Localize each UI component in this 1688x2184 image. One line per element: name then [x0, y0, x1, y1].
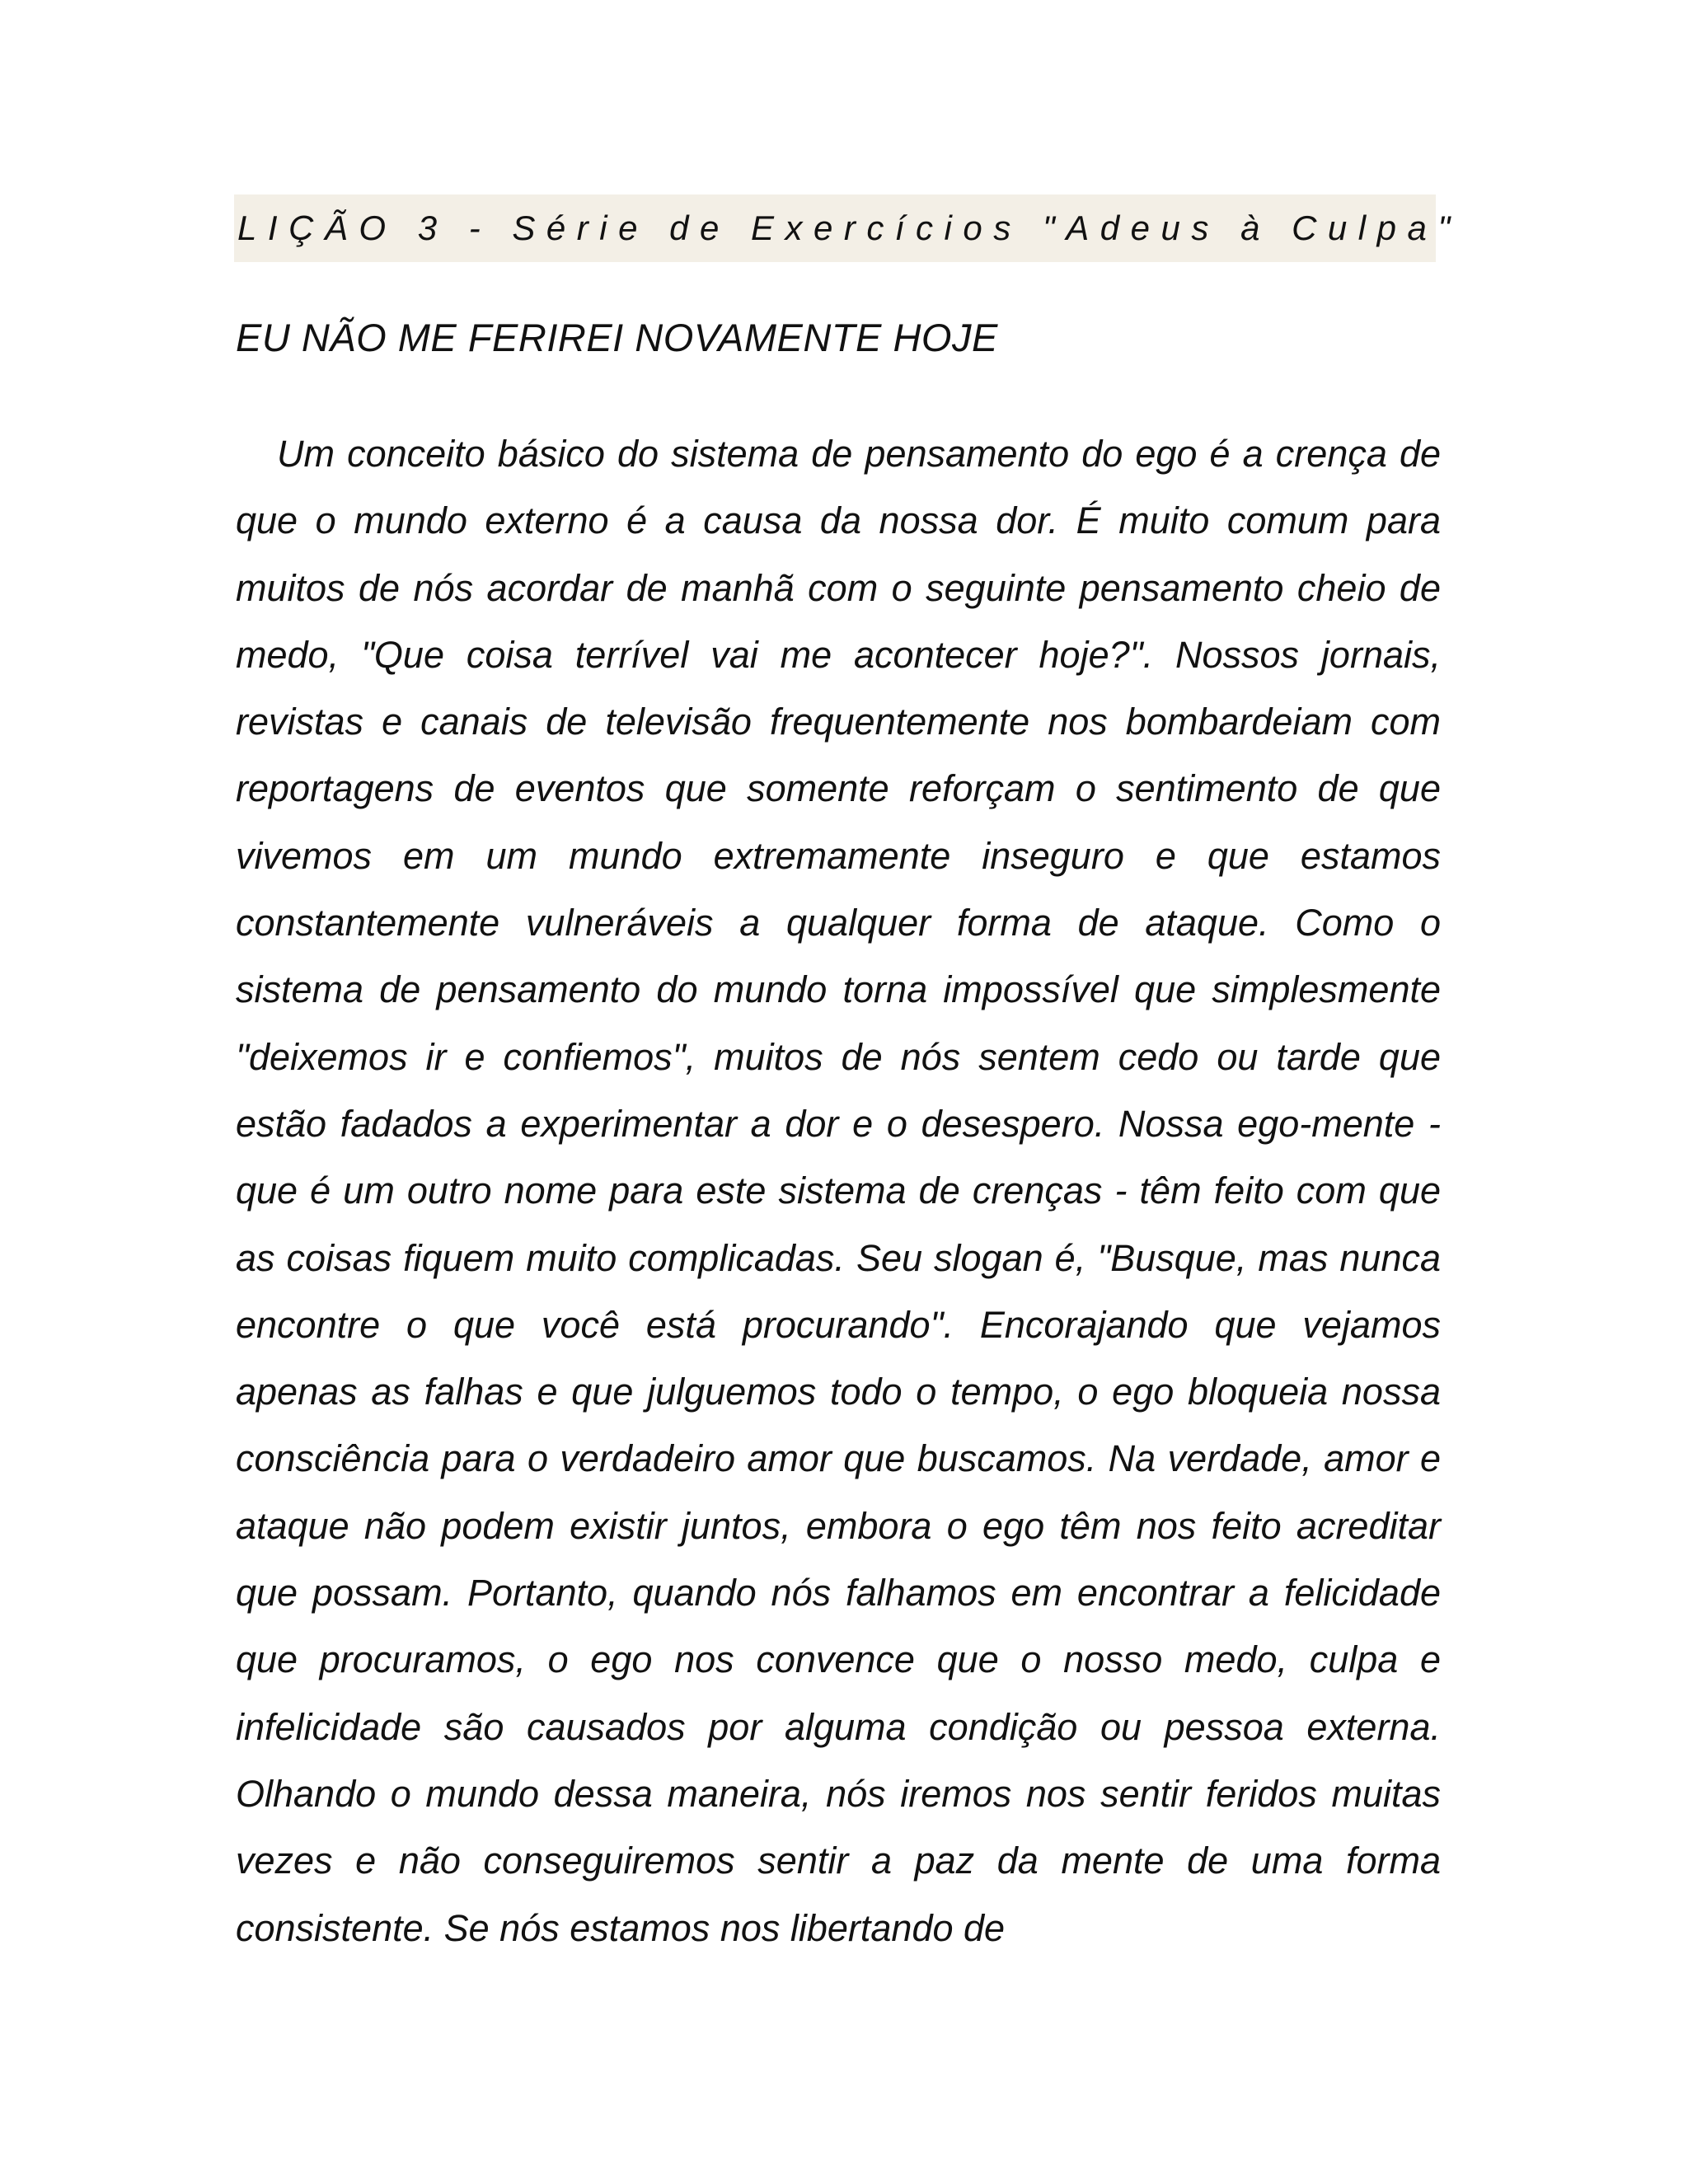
- lesson-banner: [234, 194, 1461, 262]
- section-heading: EU NÃO ME FERIREI NOVAMENTE HOJE: [236, 316, 998, 359]
- body-paragraph: Um conceito básico do sistema de pensamento do ego é a crença de que o mundo externo é a causa da nossa dor. É muito comum para muitos de nós acordar de manhã com o seguinte pensamento cheio de medo, "Que coisa terrível vai me acontecer hoje?". Nossos jornais, revistas e canais de televisão frequentemente nos bombardeiam com reportagens de eventos que somente reforçam o sentimento de que vivemos em um mundo extremamente inseguro e que estamos constantemente vulneráveis a qualquer forma de ataque. Como o sistema de pensamento do mundo torna impossível que simplesmente "deixemos ir e confiemos", muitos de nós sentem cedo ou tarde que estão fadados a experimentar a dor e o desespero. Nossa ego-mente - que é um outro nome para este sistema de crenças - têm feito com que as coisas fiquem muito complicadas. Seu slogan é, "Busque, mas nunca encontre o que você está procurando". Encorajando que vejamos apenas as falhas e que julguemos todo o tempo, o ego bloqueia nossa consciência para o verdadeiro amor que buscamos. Na verdade, amor e ataque não podem existir juntos, embora o ego têm nos feito acreditar que possam. Portanto, quando nós falhamos em encontrar a felicidade que procuramos, o ego nos convence que o nosso medo, culpa e infelicidade são causados por alguma condição ou pessoa externa. Olhando o mundo dessa maneira, nós iremos nos sentir feridos muitas vezes e não conseguiremos sentir a paz da mente de uma forma consistente. Se nós estamos nos libertando de: [236, 433, 1441, 1949]
- lesson-title: LIÇÃO 3 - Série de Exercícios "Adeus à Culpa": [237, 209, 1461, 247]
